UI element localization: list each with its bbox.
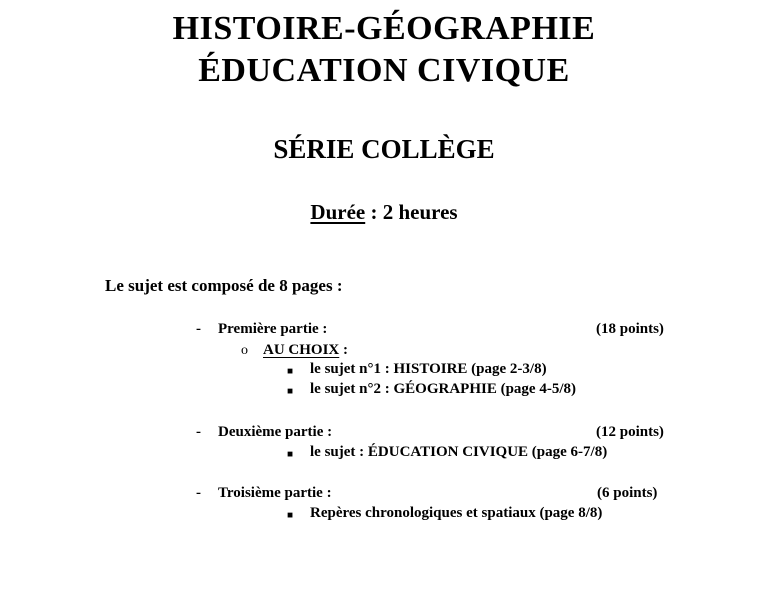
- part-2-dash: -: [196, 424, 201, 440]
- part-1-label: Première partie :: [218, 321, 328, 337]
- bullet-icon: ■: [287, 510, 294, 521]
- part-2-item-1: le sujet : ÉDUCATION CIVIQUE (page 6-7/8): [310, 444, 608, 460]
- choice-suffix: :: [339, 342, 349, 358]
- intro-text: Le sujet est composé de 8 pages :: [105, 276, 343, 295]
- part-2-label: Deuxième partie :: [218, 424, 333, 440]
- duration-line: [0, 200, 768, 225]
- duration-value: : 2 heures: [365, 200, 458, 224]
- part-1-item-2: le sujet n°2 : GÉOGRAPHIE (page 4-5/8): [310, 381, 576, 397]
- choice-label: AU CHOIX: [263, 342, 340, 358]
- title-line-2: ÉDUCATION CIVIQUE: [198, 52, 570, 89]
- part-1-points: (18 points): [596, 321, 664, 337]
- part-1-dash: -: [196, 321, 201, 337]
- part-3-points: (6 points): [597, 485, 658, 501]
- bullet-icon: ■: [287, 366, 294, 377]
- part-1-item-1: le sujet n°1 : HISTOIRE (page 2-3/8): [310, 361, 547, 377]
- duration-label: Durée: [310, 200, 366, 224]
- choice-heading: [263, 342, 348, 359]
- bullet-icon: ■: [287, 386, 294, 397]
- choice-circle-icon: o: [241, 343, 248, 358]
- part-3-label: Troisième partie :: [218, 485, 332, 501]
- title-line-1: HISTOIRE-GÉOGRAPHIE: [172, 10, 596, 47]
- part-3-dash: -: [196, 485, 201, 501]
- part-3-item-1: Repères chronologiques et spatiaux (page 8/8): [310, 505, 603, 521]
- bullet-icon: ■: [287, 449, 294, 460]
- part-2-points: (12 points): [596, 424, 664, 440]
- serie-heading: SÉRIE COLLÈGE: [273, 134, 495, 164]
